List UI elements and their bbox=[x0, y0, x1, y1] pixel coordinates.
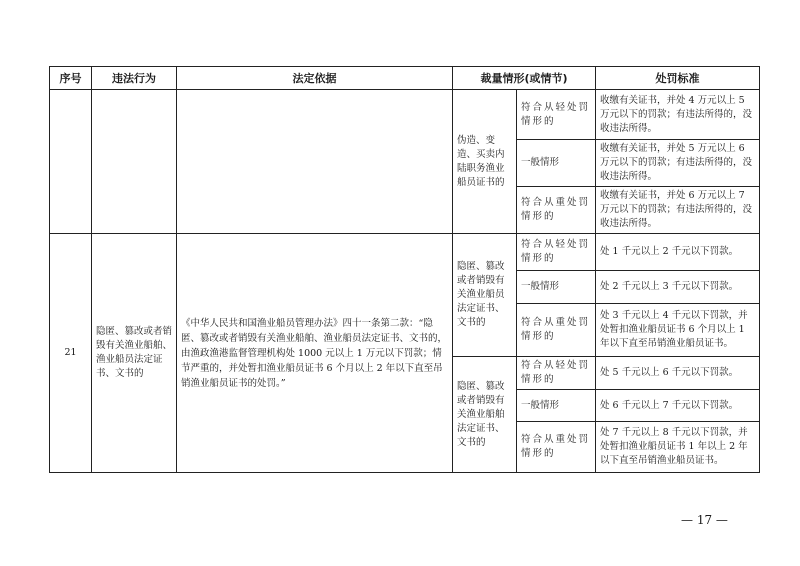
situation-cell: 隐匿、篡改或者销毁有关渔业船舶法定证书、文书的 bbox=[453, 357, 517, 473]
header-penalty: 处罚标准 bbox=[596, 67, 760, 90]
header-basis: 法定依据 bbox=[177, 67, 453, 90]
level-cell: 一般情形 bbox=[517, 271, 596, 304]
header-number: 序号 bbox=[50, 67, 92, 90]
level-cell: 符合从轻处罚情形的 bbox=[517, 90, 596, 140]
situation-cell: 伪造、变造、买卖内陆职务渔业船员证书的 bbox=[453, 90, 517, 234]
level-cell: 一般情形 bbox=[517, 140, 596, 187]
violation-cell bbox=[92, 90, 177, 234]
level-cell: 符合从重处罚情形的 bbox=[517, 422, 596, 473]
number-cell bbox=[50, 90, 92, 234]
basis-cell: 《中华人民共和国渔业船员管理办法》四十一条第二款：“隐匿、篡改或者销毁有关渔业船舶、渔业船员法定证书、文书的，由渔政渔港监督管理机构处 1000 元以上 1 万元以下罚款；情节严重的，并处暂扣渔业船员证书 6 个月以上 2 年以下直至吊销渔业船员证书的处罚。” bbox=[177, 234, 453, 473]
table-row bbox=[50, 234, 760, 271]
penalty-cell: 收缴有关证书，并处 5 万元以上 6 万元以下的罚款；有违法所得的，没收违法所得。 bbox=[596, 140, 760, 187]
situation-cell: 隐匿、篡改或者销毁有关渔业船员法定证书、文书的 bbox=[453, 234, 517, 357]
level-cell: 符合从轻处罚情形的 bbox=[517, 234, 596, 271]
level-cell: 一般情形 bbox=[517, 390, 596, 422]
header-row bbox=[50, 67, 760, 90]
page-number: — 17 — bbox=[681, 513, 728, 527]
penalty-cell: 处 6 千元以上 7 千元以下罚款。 bbox=[596, 390, 760, 422]
number-cell: 21 bbox=[50, 234, 92, 473]
table-row bbox=[50, 90, 760, 140]
level-cell: 符合从重处罚情形的 bbox=[517, 304, 596, 357]
penalty-cell: 收缴有关证书，并处 6 万元以上 7 万元以下的罚款；有违法所得的，没收违法所得。 bbox=[596, 187, 760, 234]
penalty-cell: 处 1 千元以上 2 千元以下罚款。 bbox=[596, 234, 760, 271]
penalty-cell: 处 5 千元以上 6 千元以下罚款。 bbox=[596, 357, 760, 390]
penalty-cell: 收缴有关证书，并处 4 万元以上 5 万元以下的罚款；有违法所得的，没收违法所得。 bbox=[596, 90, 760, 140]
penalty-cell: 处 3 千元以上 4 千元以下罚款，并处暂扣渔业船员证书 6 个月以上 1 年以下直至吊销渔业船员证书。 bbox=[596, 304, 760, 357]
basis-cell bbox=[177, 90, 453, 234]
level-cell: 符合从轻处罚情形的 bbox=[517, 357, 596, 390]
violation-cell: 隐匿、篡改或者销毁有关渔业船舶、渔业船员法定证书、文书的 bbox=[92, 234, 177, 473]
penalty-cell: 处 7 千元以上 8 千元以下罚款，并处暂扣渔业船员证书 1 年以上 2 年以下直至吊销渔业船员证书。 bbox=[596, 422, 760, 473]
level-cell: 符合从重处罚情形的 bbox=[517, 187, 596, 234]
penalty-table bbox=[49, 66, 760, 473]
penalty-cell: 处 2 千元以上 3 千元以下罚款。 bbox=[596, 271, 760, 304]
header-violation: 违法行为 bbox=[92, 67, 177, 90]
header-situation: 裁量情形(或情节) bbox=[453, 67, 596, 90]
